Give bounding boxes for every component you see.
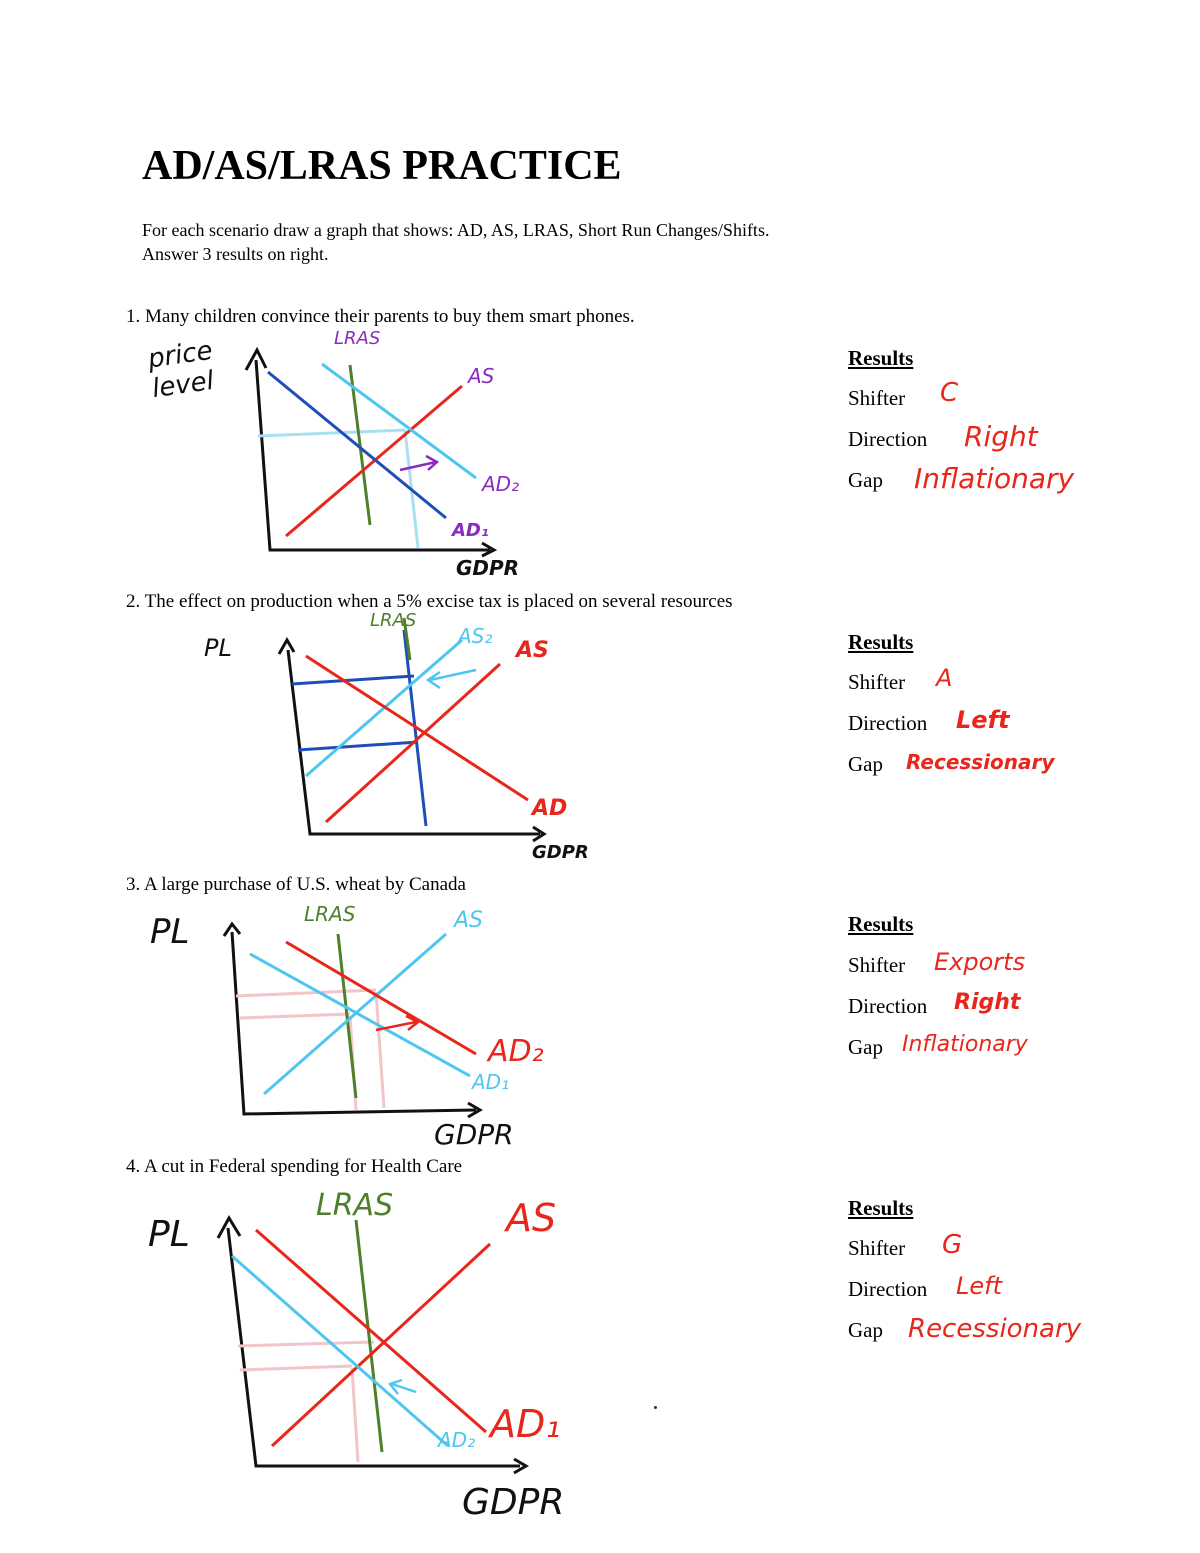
q3-y-axis-label: PL [150,912,190,952]
q4-gap-answer: Recessionary [908,1314,1082,1344]
q4-results-heading: Results [848,1196,914,1220]
q1-shifter-answer: C [940,378,959,408]
q3-direction-key: Direction [848,994,928,1018]
q2-gap-key: Gap [848,752,883,776]
question-2-prompt: 2. The effect on production when a 5% excise tax is placed on several resources [126,591,733,612]
q1-gap-key: Gap [848,468,883,492]
q1-results-heading: Results [848,346,914,370]
q4-as-label: AS [506,1196,557,1240]
q4-gap-key: Gap [848,1318,883,1342]
q2-lras-label: LRAS [370,610,417,631]
q1-direction-answer: Right [964,420,1038,453]
q2-direction-answer: Left [956,706,1010,734]
q1-direction-key: Direction [848,427,928,451]
q4-guide-v [352,1368,358,1462]
question-4-prompt: 4. A cut in Federal spending for Health Care [126,1156,463,1177]
q2-x-axis-label: GDPR [532,842,589,863]
q3-lras-label: LRAS [304,902,356,926]
q4-ad1-label: AD₁ [490,1402,561,1446]
q1-lras-label: LRAS [334,328,381,349]
q3-ad1-label: AD₁ [472,1070,510,1094]
q4-direction-key: Direction [848,1277,928,1301]
q1-shifter-key: Shifter [848,386,906,410]
q3-results-heading: Results [848,912,914,936]
q2-gap-answer: Recessionary [906,750,1055,774]
stray-dot [654,1406,657,1409]
instructions-line-1: For each scenario draw a graph that shows: AD, AS, LRAS, Short Run Changes/Shifts. [142,220,770,240]
q4-shifter-answer: G [942,1230,963,1260]
q2-ad-label: AD [532,796,568,821]
q3-shifter-answer: Exports [934,948,1026,976]
q4-direction-answer: Left [956,1272,1002,1300]
q3-gap-answer: Inflationary [902,1032,1028,1057]
q2-y-axis-label: PL [204,634,232,662]
q4-ad2-line [232,1256,448,1446]
q2-as2-label: AS₂ [458,624,493,648]
q3-ad2-label: AD₂ [488,1034,544,1069]
q1-y-axis-label: price level [146,335,216,405]
q2-shifter-key: Shifter [848,670,906,694]
q2-direction-key: Direction [848,711,928,735]
instructions-line-2: Answer 3 results on right. [142,244,329,264]
q4-x-axis-label: GDPR [462,1482,565,1523]
q4-shift-arrow [390,1380,416,1394]
q4-guide-h2 [240,1366,352,1370]
q2-shifter-answer: A [936,664,953,692]
q1-as-label: AS [468,364,495,388]
q1-gap-answer: Inflationary [914,462,1075,495]
page-title: AD/AS/LRAS PRACTICE [142,143,622,189]
q4-ad1-line [256,1230,486,1432]
q4-lras-label: LRAS [316,1188,394,1223]
q1-ad2-label: AD₂ [482,472,520,496]
q4-guide-h1 [238,1342,374,1346]
q4-axes [228,1228,520,1466]
q4-y-axis-label: PL [148,1214,190,1255]
q1-x-axis-label: GDPR [456,556,520,580]
q3-direction-answer: Right [954,990,1021,1015]
q3-x-axis-label: GDPR [434,1118,514,1151]
q4-ad2-label: AD₂ [438,1428,476,1452]
q4-shifter-key: Shifter [848,1236,906,1260]
q3-shifter-key: Shifter [848,953,906,977]
q2-results-heading: Results [848,630,914,654]
question-3-prompt: 3. A large purchase of U.S. wheat by Canada [126,874,466,895]
q3-as-label: AS [454,908,484,933]
q3-gap-key: Gap [848,1035,883,1059]
question-1-prompt: 1. Many children convince their parents to buy them smart phones. [126,306,635,327]
q1-ad1-label: AD₁ [452,520,489,541]
q2-as-label: AS [516,638,549,663]
